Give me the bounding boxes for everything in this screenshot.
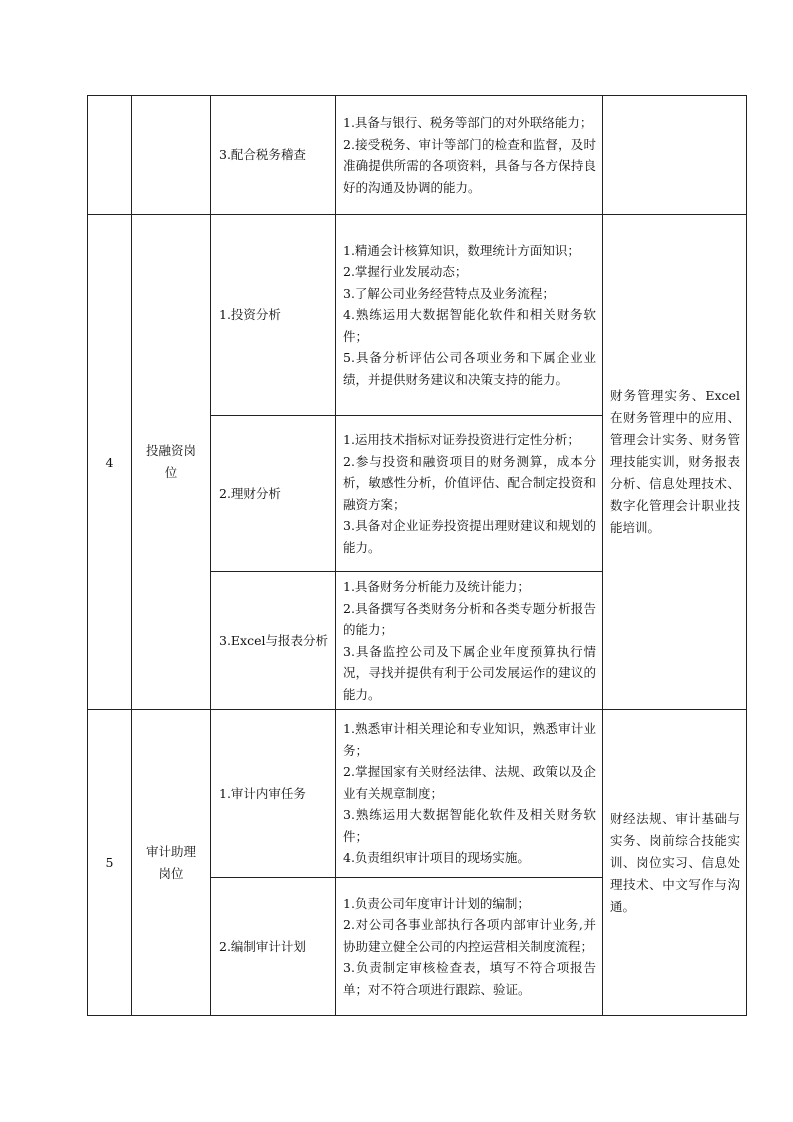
requirement-item: 2.参与投资和融资项目的财务测算，成本分析，敏感性分析，价值评估、配合制定投资和融资方案； — [343, 453, 596, 512]
position-cell — [132, 215, 211, 710]
row-number-cell: 4 — [88, 215, 132, 710]
position-cell — [132, 710, 211, 1016]
requirement-item: 3.熟练运用大数据智能化软件及相关财务软件； — [343, 807, 596, 844]
requirement-item: 2.掌握国家有关财经法律、法规、政策以及企业有关规章制度； — [343, 764, 596, 801]
task-cell: 2.编制审计计划 — [211, 878, 336, 1016]
position-label: 审计助理岗位 — [145, 843, 196, 881]
requirement-item: 3.负责制定审核检查表，填写不符合项报告单；对不符合项进行跟踪、验证。 — [343, 960, 596, 997]
requirement-item: 4.负责组织审计项目的现场实施。 — [343, 850, 530, 866]
requirements-cell — [336, 572, 603, 710]
requirements-cell — [336, 96, 603, 215]
requirements-cell — [336, 416, 603, 572]
requirements-cell — [336, 215, 603, 416]
table-row — [88, 215, 747, 416]
row-number-cell: 5 — [88, 710, 132, 1016]
requirement-item: 5.具备分析评估公司各项业务和下属企业业绩，并提供财务建议和决策支持的能力。 — [343, 350, 596, 387]
courses-cell — [603, 710, 747, 1016]
requirements-cell — [336, 710, 603, 878]
requirement-item: 1.运用技术指标对证券投资进行定性分析； — [343, 432, 580, 447]
requirement-item: 3.了解公司业务经营特点及业务流程； — [343, 285, 555, 301]
courses-text: 财经法规、审计基础与实务、岗前综合技能实训、岗位实习、信息处理技术、中文写作与沟通。 — [610, 810, 740, 914]
requirement-item: 1.精通会计核算知识，数理统计方面知识； — [343, 242, 580, 258]
job-skills-table — [87, 95, 747, 1016]
position-cell — [132, 96, 211, 215]
courses-cell — [603, 96, 747, 215]
requirement-item: 2.对公司各事业部执行各项内部审计业务,并协助建立健全公司的内控运营相关制度流程； — [343, 917, 596, 954]
requirement-item: 1.具备与银行、税务等部门的对外联络能力； — [343, 115, 593, 130]
requirement-item: 4.熟练运用大数据智能化软件和相关财务软件； — [343, 307, 596, 344]
requirement-item: 1.具备财务分析能力及统计能力； — [343, 579, 530, 594]
task-cell: 3.Excel与报表分析 — [211, 572, 336, 710]
requirement-item: 1.熟悉审计相关理论和专业知识，熟悉审计业务； — [343, 721, 596, 758]
position-label: 投融资岗位 — [145, 443, 196, 480]
task-cell — [211, 96, 336, 215]
courses-text: 财务管理实务、Excel在财务管理中的应用、管理会计实务、财务管理技能实训，财务报表分析、信息处理技术、数字化管理会计职业技能培训。 — [610, 388, 740, 535]
requirement-item: 1.负责公司年度审计计划的编制； — [343, 895, 530, 911]
requirement-item: 2.掌握行业发展动态； — [343, 264, 468, 280]
table-row — [88, 96, 747, 215]
task-cell: 1.审计内审任务 — [211, 710, 336, 878]
task-cell: 1.投资分析 — [211, 215, 336, 416]
row-number-cell — [88, 96, 132, 215]
requirement-item: 3.具备监控公司及下属企业年度预算执行情况，寻找并提供有利于公司发展运作的建议的能力。 — [343, 643, 596, 702]
requirement-item: 2.接受税务、审计等部门的检查和监督，及时准确提供所需的各项资料，具备与各方保持良好的沟通及协调的能力。 — [343, 136, 596, 195]
task-label: 3.配合税务稽查 — [219, 147, 306, 162]
requirement-item: 3.具备对企业证券投资提出理财建议和规划的能力。 — [343, 518, 596, 555]
requirements-cell — [336, 878, 603, 1016]
requirement-item: 2.具备撰写各类财务分析和各类专题分析报告的能力； — [343, 600, 596, 637]
task-cell: 2.理财分析 — [211, 416, 336, 572]
table-row — [88, 710, 747, 878]
courses-cell — [603, 215, 747, 710]
